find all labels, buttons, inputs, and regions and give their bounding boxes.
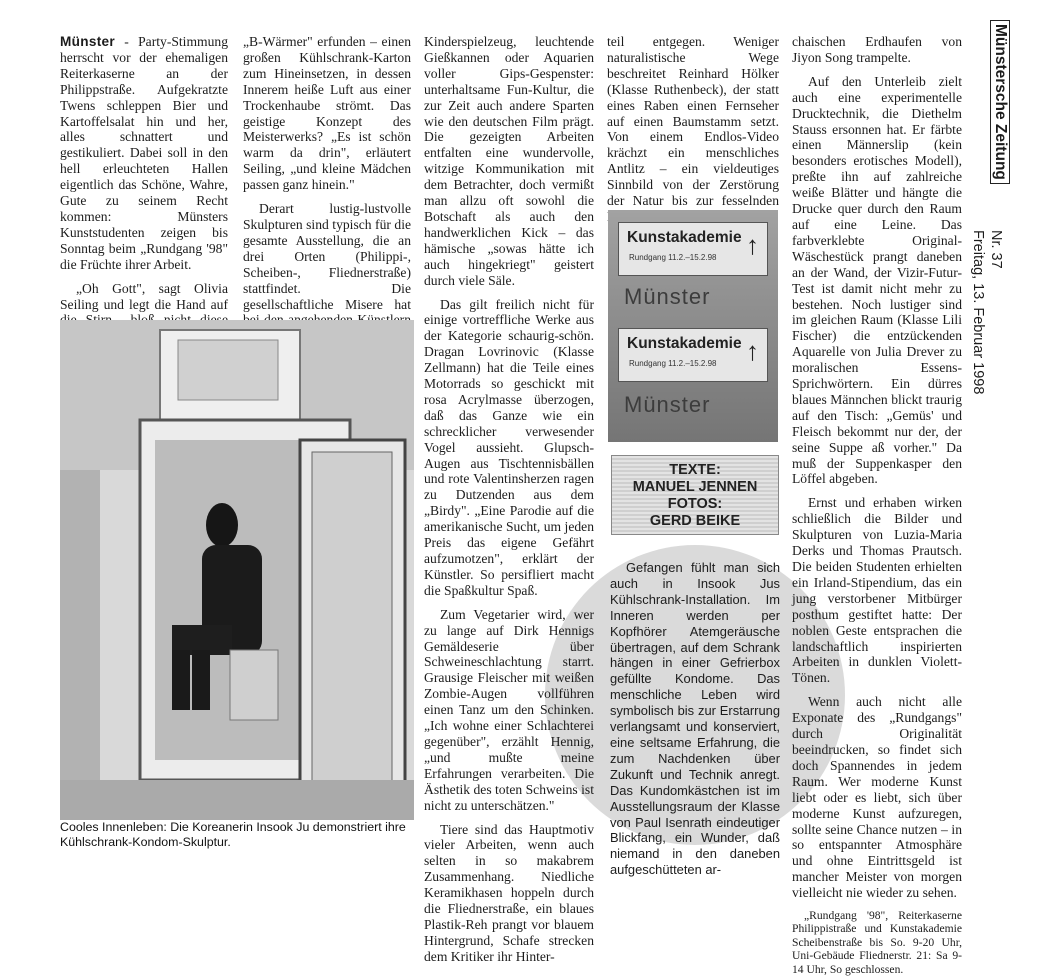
up-arrow-icon: ↑ bbox=[746, 230, 759, 260]
credit-line: GERD BEIKE bbox=[649, 513, 741, 529]
photo-caption: Cooles Innenleben: Die Koreanerin Insook Ju demonstriert ihre Kühlschrank-Kondom-Skulptur. bbox=[60, 820, 406, 849]
article-column-5 bbox=[792, 34, 962, 976]
academy-sign bbox=[618, 222, 768, 276]
issue-number: Nr. 37 bbox=[988, 230, 1004, 269]
sign-dates: Rundgang 11.2.–15.2.98 bbox=[629, 359, 717, 368]
issue-date: Freitag, 13. Februar 1998 bbox=[970, 230, 986, 395]
paragraph: - Party-Stimmung herrscht vor der ehemaligen Reiterkaserne an der Philippstraße. Aufgekratzte Twens schleppen Bier und Kartoffelsalat hin und her, alles schnattert und gestikuliert. Dabei soll in den hell erleuchteten Hallen eigentlich das Schöne, Wahre, Gute zu seinem Recht kommen: Münsters Kunststudenten zeigen bis Sonntag beim „Rundgang '98" die Früchte ihrer Arbeit. bbox=[60, 34, 228, 272]
paragraph: Tiere sind das Hauptmotiv vieler Arbeiten, wenn auch selten in so makabrem Zusammenhang. Niedliche Keramikhasen hoppeln durch die Fliednerstraße, ein blaues Plastik-Reh prangt vor blauem Hintergrund, Schafe strecken dem Kritiker ihr Hinter- bbox=[424, 821, 594, 964]
sign-title: Kunstakademie bbox=[627, 229, 742, 246]
paragraph: Zum Vegetarier wird, wer zu lange auf Dirk Hennigs Gemäldeserie über Schweineschlachtung starrt. Grausige Fleischer mit weißen Zombie-Augen vollführen einen Tanz um den Schinken. „Ich wohne einer Schlachterei gegenüber", erzählt Hennig, „und mußte meine Erfahrungen verarbeiten. Die Ästhetik des toten Schweins ist nicht zu unterschätzen." bbox=[424, 606, 594, 813]
masthead-title: Münstersche Zeitung bbox=[990, 20, 1010, 184]
paragraph: Derart lustig-lustvolle Skulpturen sind typisch für die gesamte Ausstellung, die an drei Orten (Philippi-, Scheiben-, Fliednerstraße) stattfindet. Die gesellschaftliche Misere hat bbox=[243, 201, 411, 312]
article-column-3 bbox=[424, 34, 594, 965]
paragraph: Kinderspielzeug, leuchtende Gießkannen oder Aquarien voller Gips-Gespenster: unterhaltsame Fun-Kultur, die zur Zeit auch andere Sparten wie den deutschen Film prägt. Die gezeigten Arbeiten entfalten eine wundervolle, witzige Kommunikation mit dem Betrachter, doch vermißt man allzu oft sowohl die Botschaft als auch den handwerklichen Kick – das hämische „sowas hätte ich auch hingekriegt" geistert durch viele Säle. bbox=[424, 34, 594, 288]
masthead bbox=[988, 20, 1016, 180]
paragraph: chaischen Erdhaufen von Jiyon Song trampelte. bbox=[792, 34, 962, 65]
dateline: Münster bbox=[60, 34, 115, 49]
paragraph: Ernst und erhaben wirken schließlich die Bilder und Skulpturen von Luzia-Maria Derks und Thomas Prautsch. Die beiden Studenten erhielten ein Irland-Stipendium, das ein jung verstorbener Mitbürger posthum gestiftet hatte: Der noblen Geste entsprachen die landschaftlich inspirierten Arbeiten in dunklen Violett-Tönen. bbox=[792, 495, 962, 686]
event-info: „Rundgang '98", Reiterkaserne Philippistraße und Kunstakademie Scheibenstraße bis So. 9-20 Uhr, Uni-Gebäude Fliednerstr. 21: Sa 9-14 Uhr, So geschlossen. bbox=[792, 909, 962, 976]
paragraph: Das gilt freilich nicht für einige vortreffliche Werke aus der Kategorie schaurig-schön. Dragan Lovrinovic (Klasse Zellmann) hat die Teile eines Motorrads so geschickt mit rosa Acrylmasse überzogen, daß das Ganze wie ein schrecklicher verwesender Vogel aussieht. Glupsch-Augen aus Tischtennisbällen und rote Valentinsherzen ragen zu Dutzenden aus dem „Birdy". „Eine Parodie auf die amerikanische Sucht, um jeden Preis das eigene Gefährt aufzumotzen", erklärt der Künstler. So persifliert macht die Spaßkultur Spaß. bbox=[424, 296, 594, 598]
credit-line: FOTOS: bbox=[667, 496, 723, 512]
sign-dates: Rundgang 11.2.–15.2.98 bbox=[629, 253, 717, 262]
fridge-sculpture-photo bbox=[60, 320, 414, 820]
paragraph: Wenn auch nicht alle Exponate des „Rundgangs" durch Originalität beeindrucken, so findet sich doch Spannendes in jedem Raum. Wer moderne Kunst liebt oder es liebt, sich über moderne Kunst aufzuregen, sollte seine Chance nutzen – in so entspannter Atmosphäre und ohne Eintrittsgeld ist mancher Meister von morgen vielleicht nie wieder zu sehen. bbox=[792, 694, 962, 901]
article-column-4-lower bbox=[610, 560, 780, 878]
credit-line: MANUEL JENNEN bbox=[632, 479, 758, 495]
paragraph: Gefangen fühlt man sich auch in Insook Jus Kühlschrank-Installation. Im Inneren werden per Kopfhörer Atemgeräusche übertragen, auf dem Schrank hängen in einer Gefrierbox gefüllte Kondome. Das menschliche Leben wird symbolisch bis zur Erstarrung verlangsamt und konserviert, eine seltsame Erfahrung, die zum Nachdenken über Zukunft und Technik anregt. Das Kundomkästchen ist im Ausstellungsraum der Klasse von Paul Isenrath eindeutiger Blickfang, ein Wunder, daß niemand in den daneben aufgeschütteten ar- bbox=[610, 560, 780, 878]
signpost-photo bbox=[608, 210, 778, 442]
paragraph: „Oh Gott", sagt Olivia Seiling und legt die Hand auf bbox=[60, 280, 228, 312]
up-arrow-icon: ↑ bbox=[746, 336, 759, 366]
paragraph: Auf den Unterleib zielt auch eine experimentelle Drucktechnik, die Diethelm Stauss ersonnen hat. Er färbte einen Männerslip (kein besonders erotisches Modell), preßte ihn auf zahlreiche weiße Blätter und hängte die Drucke quer durch den Raum auf eine Leine. Das farbverklebte Original-Wäschestück prangt daneben an der Wand, der Vizir-Futur-Test ist damit nicht mehr zu bestehen. Noch lustiger sind im gleichen Raum (Klasse Lili Fischer) die entzückenden Aquarelle von Julia Drever zu moralischen Essens-Sprichwörtern. Ein dürres blaues Männchen blickt traurig auf den Tisch: „Gemüs' und Fleisch bekommt nur der, der seine Suppe aß vorher." Da muß der Suppenkasper den Löffel abgeben. bbox=[792, 73, 962, 487]
article-column-4 bbox=[607, 34, 779, 225]
academy-sign bbox=[618, 328, 768, 382]
main-photo bbox=[60, 320, 414, 820]
author-credit-box bbox=[611, 455, 779, 535]
sign-title: Kunstakademie bbox=[627, 335, 742, 352]
credit-line: TEXTE: bbox=[669, 462, 721, 478]
issue-info bbox=[968, 230, 1008, 430]
paragraph: teil entgegen. Weniger naturalistische Wege beschreitet Reinhard Hölker (Klasse Ruthenbeck), der statt eines Raben einen Fernseher auf einen Baumstamm setzt. Von einem Endlos-Video krächzt ein menschliches Antlitz – ein vieldeutiges Sinnbild von der Zerstörung der Natur bis zur fesselnden bbox=[607, 34, 779, 209]
city-sign: Münster bbox=[624, 392, 711, 417]
paragraph: „B-Wärmer" erfunden – einen großen Kühlschrank-Karton zum Hineinsetzen, in dessen Innerem heiße Luft aus einer Trockenhaube strömt. Das geistige Konzept des Meisterwerks? „Es ist schön warm da drin", erläutert Seiling, „und kleine Mädchen passen ganz hinein." bbox=[243, 34, 411, 193]
city-sign: Münster bbox=[624, 284, 711, 309]
